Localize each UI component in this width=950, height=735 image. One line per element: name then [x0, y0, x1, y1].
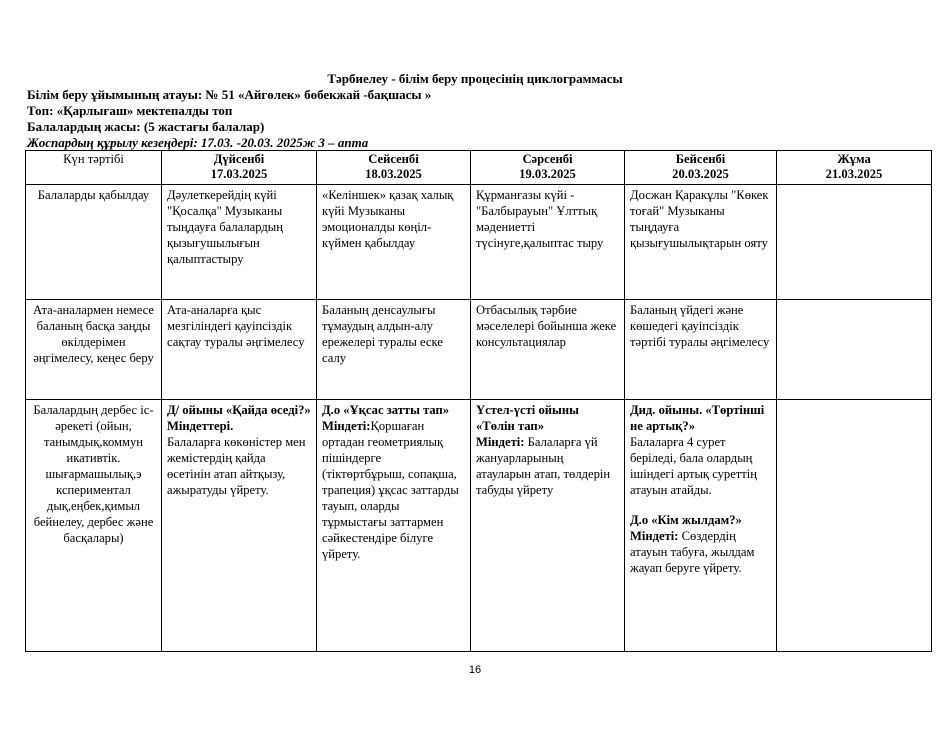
group-line: Топ: «Қарлығаш» мектепалды топ [27, 103, 233, 118]
age-line: Балалардың жасы: (5 жастағы балалар) [27, 119, 265, 134]
row-label: Балалардың дербес іс-әрекеті (ойын, танымдық,коммун икативтік. шығармашылық,э кспериментал дық,еңбек,қимыл бейнелеу, дербес және басқалары) [26, 400, 162, 652]
cell-tuesday: Баланың денсаулығы тұмаудың алдын-алу ережелері туралы еске салу [317, 300, 471, 400]
table-row [26, 400, 932, 652]
activity-title: Д.о «Ұқсас затты тап» [322, 403, 450, 417]
cell-tuesday: «Келіншек» қазақ халық күйі Музыканы эмоционалды көңіл-күймен қабылдау [317, 185, 471, 300]
cell-friday [777, 300, 932, 400]
header-cell-monday [162, 151, 317, 185]
cell-wednesday [471, 400, 625, 652]
header-row [26, 151, 932, 185]
header-date: 17.03.2025 [210, 167, 268, 181]
header-label: Бейсенбі [675, 152, 726, 166]
activity-title: Д/ ойыны «Қайда өседі?» [167, 403, 311, 417]
header-cell-tuesday [317, 151, 471, 185]
page-number: 16 [468, 664, 482, 676]
row-label: Балаларды қабылдау [26, 185, 162, 300]
cell-monday: Ата-аналарға қыс мезгіліндегі қауіпсіздік сақтау туралы әңгімелесу [162, 300, 317, 400]
task-label: Міндеті: [630, 529, 679, 543]
activity-title: Дид. ойыны. «Төртінші не артық?» [630, 403, 765, 433]
header-cell-friday [777, 151, 932, 185]
header-cell-wednesday [471, 151, 625, 185]
period-line: Жоспардың құрылу кезеңдері: 17.03. -20.03. 2025ж 3 – апта [27, 135, 369, 150]
activity-text: Балаларға көкөністер мен жемістердің қайда өсетінін атап айтқызу, ажыратуды үйрету. [167, 435, 306, 497]
header-date: 18.03.2025 [365, 167, 422, 181]
header-label: Жұма [837, 152, 871, 166]
activity-text-2: Сөздердің атауын табуға, жылдам жауап беруге үйрету. [630, 529, 755, 575]
cell-friday [777, 185, 932, 300]
header-label: Дүйсенбі [213, 152, 265, 166]
header-label: Сейсенбі [368, 152, 419, 166]
cyclogram-table [25, 150, 932, 652]
row-label: Ата-аналармен немесе баланың басқа заңды өкілдерімен әңгімелесу, кеңес беру [26, 300, 162, 400]
cell-wednesday: Құрманғазы күйі - "Балбырауын" Ұлттық мәдениетті түсінуге,қалыптас тыру [471, 185, 625, 300]
cell-monday [162, 400, 317, 652]
header-cell-thursday [625, 151, 777, 185]
header-cell-schedule [26, 151, 162, 185]
table-row [26, 300, 932, 400]
header-label: Сәрсенбі [522, 152, 573, 166]
activity-text: Қоршаған ортадан геометриялық пішіндерге (тіктөртбұрыш, сопақша, трапеция) ұқсас заттарды тауып, оларды тұрмыстағы заттармен сәйкестендіре білуге үйрету. [322, 419, 459, 561]
task-label: Міндеті: [476, 435, 525, 449]
table-row [26, 185, 932, 300]
cell-thursday [625, 400, 777, 652]
activity-text: Балаларға үй жануарларының атауларын атап, төлдерін табуды үйрету [476, 435, 611, 497]
task-label: Міндеті: [322, 419, 371, 433]
cell-thursday: Баланың үйдегі және көшедегі қауіпсіздік тәртібі туралы әңгімелесу [625, 300, 777, 400]
cell-wednesday: Отбасылық тәрбие мәселелері бойынша жеке консультациялар [471, 300, 625, 400]
header-date: 19.03.2025 [519, 167, 576, 181]
cell-tuesday [317, 400, 471, 652]
organization-line: Білім беру ұйымының атауы: № 51 «Айгөлек» бөбекжай -бақшасы » [27, 87, 432, 102]
activity-title-2: Д.о «Кім жылдам?» [630, 513, 742, 527]
document-title: Тәрбиелеу - білім беру процесінің циклограммасы [327, 71, 623, 86]
activity-text: Балаларға 4 сурет беріледі, бала олардың ішіндегі артық суреттің атауын атайды. [630, 435, 758, 497]
activity-title: Үстел-үсті ойыны «Төлін тап» [476, 403, 579, 433]
task-label: Міндеттері. [167, 419, 234, 433]
header-date: 21.03.2025 [825, 167, 883, 181]
header-date: 20.03.2025 [672, 167, 729, 181]
cell-friday [777, 400, 932, 652]
cell-monday: Дәулеткерейдің күйі "Қосалқа" Музыканы тыңдауға балалардың қызығушылығын қалыптастыру [162, 185, 317, 300]
header-label: Күн тәртібі [63, 152, 124, 166]
cell-thursday: Досжан Қаракұлы "Көкек тоғай" Музыканы тыңдауға қызығушылықтарын ояту [625, 185, 777, 300]
